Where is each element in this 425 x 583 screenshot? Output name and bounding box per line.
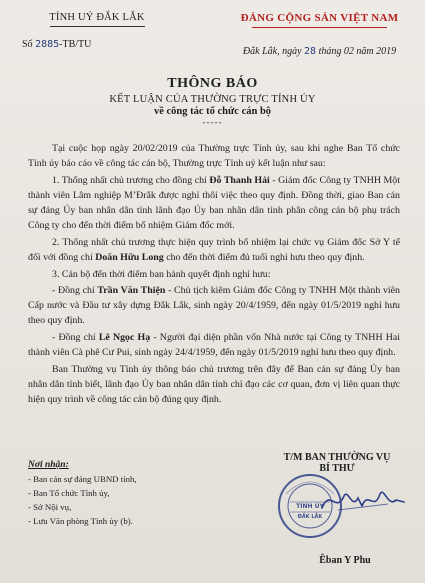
header-right [222, 12, 417, 57]
recipient-item: - Lưu Văn phòng Tỉnh ủy (b). [28, 516, 133, 526]
signer-name: Êban Y Phu [319, 555, 371, 566]
paragraph-item-2: 2. Thống nhất chủ trương thực hiện quy trình bổ nhiệm lại chức vụ Giám đốc Sở Y tế đối với đồng chí Doãn Hữu Long cho đến thời điểm đủ tuổi nghỉ hưu theo quy định. [28, 237, 400, 263]
recipient-item: - Sở Nội vụ, [28, 502, 72, 512]
document-number-handwritten: 2885 [35, 39, 60, 50]
document-subject: KẾT LUẬN CỦA THƯỜNG TRỰC TỈNH ỦY [109, 94, 316, 105]
place-date: Đắk Lắk, ngày 28 tháng 02 năm 2019 [242, 46, 397, 57]
signature-title: BÍ THƯ [319, 463, 355, 474]
document-body [28, 141, 400, 409]
person-name: Đỗ Thanh Hải [209, 175, 270, 186]
paragraph-closing: Ban Thường vụ Tỉnh ủy thông báo chủ trương trên đây để Ban cán sự đảng Ủy ban nhân dân tỉnh biết, lãnh đạo Ủy ban nhân dân tỉnh chỉ đạo các cơ quan, đơn vị liên quan thực hiện quy trình về công tác cán bộ đúng quy định. [28, 364, 400, 405]
person-name: Trần Văn Thiện [97, 285, 166, 296]
party-name: ĐẢNG CỘNG SẢN VIỆT NAM [240, 12, 399, 24]
date-day: 28 [304, 46, 317, 57]
paragraph-retiree-1: - Đồng chí Trần Văn Thiện - Chủ tịch kiêm Giám đốc Công ty TNHH Một thành viên Cấp nước và Đầu tư xây dựng Đắk Lắk, sinh ngày 20/4/1959, đến ngày 01/5/2019 nghỉ hưu theo quy định. [28, 285, 400, 326]
date-month: 02 [343, 46, 354, 57]
document-number: Số 2885-TB/TU [22, 39, 92, 50]
handwritten-signature-icon [318, 480, 408, 520]
person-name: Lê Ngọc Hạ [98, 332, 151, 343]
party-underline [252, 27, 387, 28]
recipients-title: Nơi nhận: [28, 460, 69, 470]
recipients-block [28, 458, 218, 528]
document-subsubject: về công tác tổ chức cán bộ [153, 106, 272, 117]
paragraph-item-3: 3. Cán bộ đến thời điểm ban hành quyết định nghỉ hưu: [52, 269, 271, 280]
recipient-item: - Ban Tổ chức Tỉnh ủy, [28, 488, 110, 498]
org-underline [50, 26, 145, 27]
svg-text:TỈNH ỦY: TỈNH ỦY [296, 503, 324, 510]
document-type: THÔNG BÁO [167, 76, 258, 91]
recipient-item: - Ban cán sự đảng UBND tỉnh, [28, 474, 137, 484]
person-name: Doãn Hữu Long [95, 252, 164, 263]
header-left [22, 12, 172, 50]
title-block [0, 76, 425, 127]
title-separator: ----- [202, 117, 223, 127]
signature-block [262, 452, 412, 474]
paragraph-retiree-2: - Đồng chí Lê Ngọc Hạ - Người đại diện phần vốn Nhà nước tại Công ty TNHH Hai thành viên Cà phê Cư Pui, sinh ngày 24/4/1959, đến ngày 01/5/2019 nghỉ hưu theo quy định. [28, 332, 401, 358]
signature-capacity: T/M BAN THƯỜNG VỤ [283, 452, 391, 463]
svg-text:ĐẮK LẮK: ĐẮK LẮK [297, 514, 323, 520]
paragraph-item-1: 1. Thống nhất chủ trương cho đồng chí Đỗ Thanh Hải - Giám đốc Công ty TNHH Một thành viên Lâm nghiệp M’Đrắk được nghỉ thôi việc theo quy định. Đồng thời, giao Ban cán sự đảng Ủy ban nhân dân tỉnh lãnh đạo Ủy ban nhân dân tỉnh phân công cán bộ phụ trách Công ty cho đến thời điểm bổ nhiệm Giám đốc mới. [28, 175, 400, 231]
paragraph-intro: Tại cuộc họp ngày 20/02/2019 của Thường trực Tỉnh ủy, sau khi nghe Ban Tổ chức Tỉnh ủy báo cáo về công tác cán bộ, Thường trực Tỉnh uỷ kết luận như sau: [28, 143, 400, 169]
issuing-org: TỈNH UỶ ĐẮK LẮK [49, 12, 145, 23]
